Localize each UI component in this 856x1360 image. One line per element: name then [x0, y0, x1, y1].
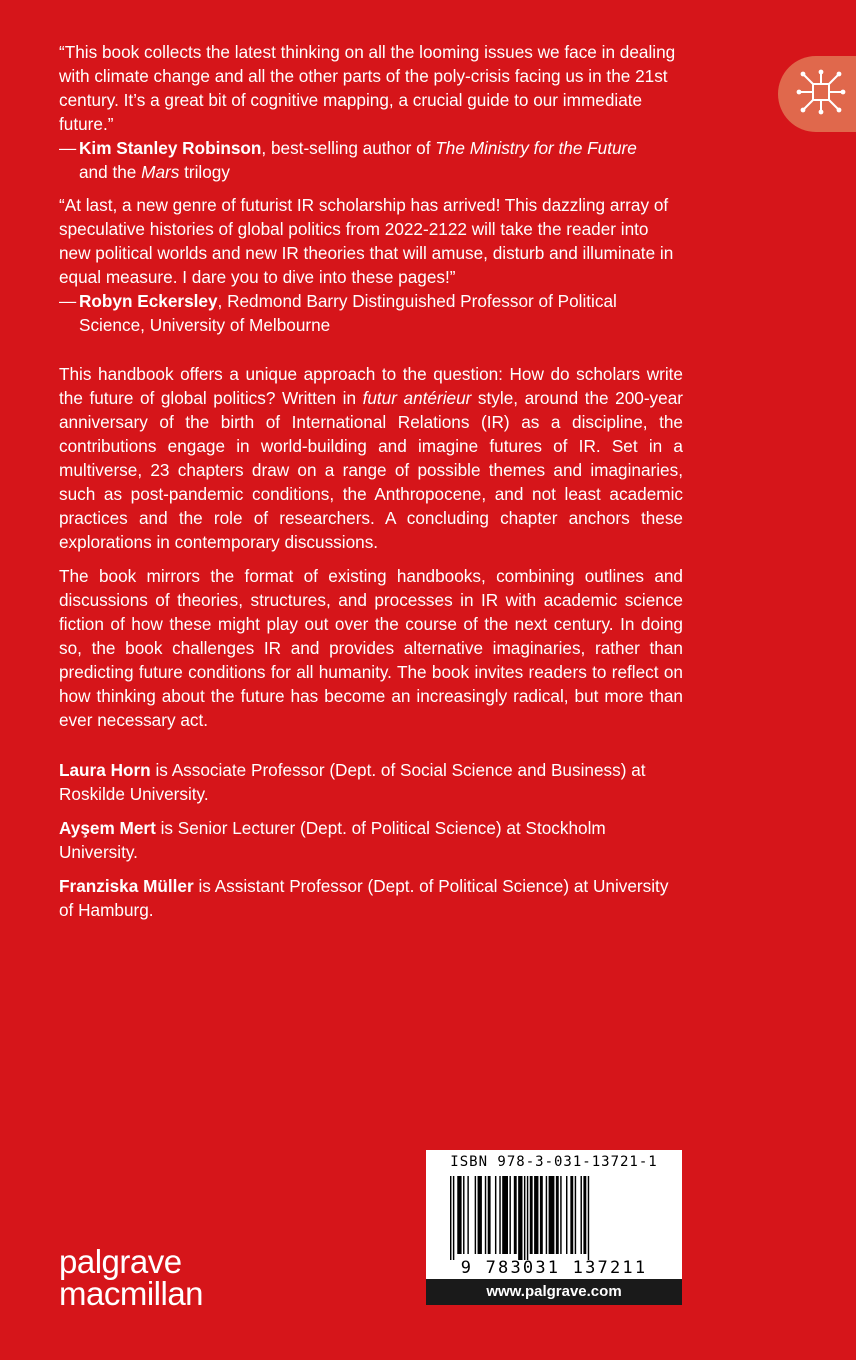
barcode-bar	[509, 1176, 510, 1254]
description-paragraph: The book mirrors the format of existing handbooks, combining outlines and discussions of theories, structures, and processes in IR with academic science fiction of how these might play out over the course of the next century. In doing so, the book challenges IR and provides alternative imaginaries, rather than predicting future conditions for all humanity. The book invites readers to reflect on how thinking about the future has become an increasingly radical, but more than ever necessary act.	[59, 566, 683, 730]
quote-attribution: — Kim Stanley Robinson, best-selling author of The Ministry for the Future and the Mars trilogy	[59, 138, 637, 182]
barcode-bar	[560, 1176, 561, 1254]
isbn-barcode-box	[426, 1150, 682, 1305]
author-role: and the	[79, 162, 142, 182]
editor-name: Laura Horn	[59, 760, 151, 780]
book-title: Mars	[141, 162, 180, 182]
barcode-image	[446, 1176, 662, 1260]
publisher-name-line1: palgrave	[59, 1243, 182, 1280]
barcode-bar	[463, 1176, 464, 1254]
description-italic: futur antérieur	[362, 388, 472, 408]
barcode-bar	[488, 1176, 491, 1254]
publisher-website: www.palgrave.com	[426, 1279, 682, 1305]
bio-text: is Assistant Professor (Dept. of Political Science) at University of Hamburg.	[59, 876, 669, 920]
barcode-bar	[514, 1176, 517, 1254]
quote-eckersley	[59, 193, 683, 337]
barcode-bar	[485, 1176, 486, 1254]
barcode-bar	[546, 1176, 547, 1254]
barcode-bar	[534, 1176, 538, 1254]
barcode-bar	[524, 1176, 525, 1260]
barcode-bar	[478, 1176, 482, 1254]
barcode-bar	[530, 1176, 533, 1254]
quote-author: Robyn Eckersley	[79, 291, 218, 311]
quote-text: “At last, a new genre of futurist IR scholarship has arrived! This dazzling array of speculative histories of global politics from 2022-2122 will take the reader into new political worlds and new IR theories that will amuse, disturb and illuminate in equal measure. I dare you to dive into these pages!”	[59, 195, 674, 287]
quote-robinson	[59, 40, 683, 184]
author-role: , best-selling author of	[261, 138, 436, 158]
book-description	[59, 362, 683, 742]
palgrave-logo-badge	[778, 56, 856, 132]
bio-text: is Associate Professor (Dept. of Social Science and Business) at Roskilde University.	[59, 760, 646, 804]
barcode-bar	[495, 1176, 496, 1254]
barcode-bar	[502, 1176, 508, 1254]
bio-horn	[59, 758, 683, 806]
author-role: , Redmond Barry Distinguished Professor of Political	[217, 291, 617, 311]
quote-author: Kim Stanley Robinson	[79, 138, 262, 158]
barcode-bar	[467, 1176, 468, 1254]
barcode-bar	[453, 1176, 454, 1260]
barcode-digits: 9 783031 137211	[460, 1258, 648, 1278]
barcode-bar	[556, 1176, 559, 1254]
barcode-bar	[457, 1176, 461, 1254]
editor-bios	[59, 758, 683, 932]
barcode-bar	[540, 1176, 543, 1254]
author-role: trilogy	[179, 162, 230, 182]
bio-muller	[59, 874, 683, 922]
description-text: style, around the 200-year anniversary of the birth of International Relations (IR) as a discipline, the contributions engage in world-building and imagine futures of IR. Set in a multiverse, 23 chapters draw on a range of possible themes and imaginaries, such as post-pandemic conditions, the Anthropocene, and not least academic practices and the role of researchers. A concluding chapter anchors these explorations in contemporary discussions.	[59, 388, 683, 552]
editor-name: Ayşem Mert	[59, 818, 156, 838]
description-text: This handbook offers a unique approach to the question: How do scholars write the future of global politics? Written in	[59, 364, 683, 408]
editor-name: Franziska Müller	[59, 876, 194, 896]
publisher-logo	[59, 1243, 204, 1312]
quote-attribution: — Robyn Eckersley, Redmond Barry Distinguished Professor of Political Science, University of Melbourne	[59, 289, 683, 337]
book-title: The Ministry for the Future	[435, 138, 637, 158]
barcode-bar	[527, 1176, 528, 1260]
barcode-bar	[575, 1176, 576, 1254]
barcode-bar	[566, 1176, 567, 1254]
description-paragraph	[59, 362, 683, 554]
barcode-bar	[588, 1176, 589, 1260]
barcode-bar	[570, 1176, 573, 1254]
bio-text: is Senior Lecturer (Dept. of Political Science) at Stockholm University.	[59, 818, 606, 862]
barcode-bar	[581, 1176, 582, 1254]
barcode-bar	[475, 1176, 476, 1254]
isbn-label: ISBN 978-3-031-13721-1	[450, 1154, 658, 1170]
quote-text: “This book collects the latest thinking on all the looming issues we face in dealing with climate change and all the other parts of the poly-crisis facing us in the 21st century. It’s a great bit of cognitive mapping, a crucial guide to our immediate future.”	[59, 42, 676, 134]
barcode-bar	[518, 1176, 522, 1260]
barcode-bar	[549, 1176, 555, 1254]
barcode-bar	[499, 1176, 500, 1254]
author-role: Science, University of Melbourne	[79, 315, 331, 335]
barcode-bar	[583, 1176, 586, 1254]
palgrave-network-icon	[793, 66, 853, 122]
bio-mert	[59, 816, 683, 864]
publisher-name-line2: macmillan	[59, 1275, 204, 1312]
barcode-bar	[450, 1176, 451, 1260]
